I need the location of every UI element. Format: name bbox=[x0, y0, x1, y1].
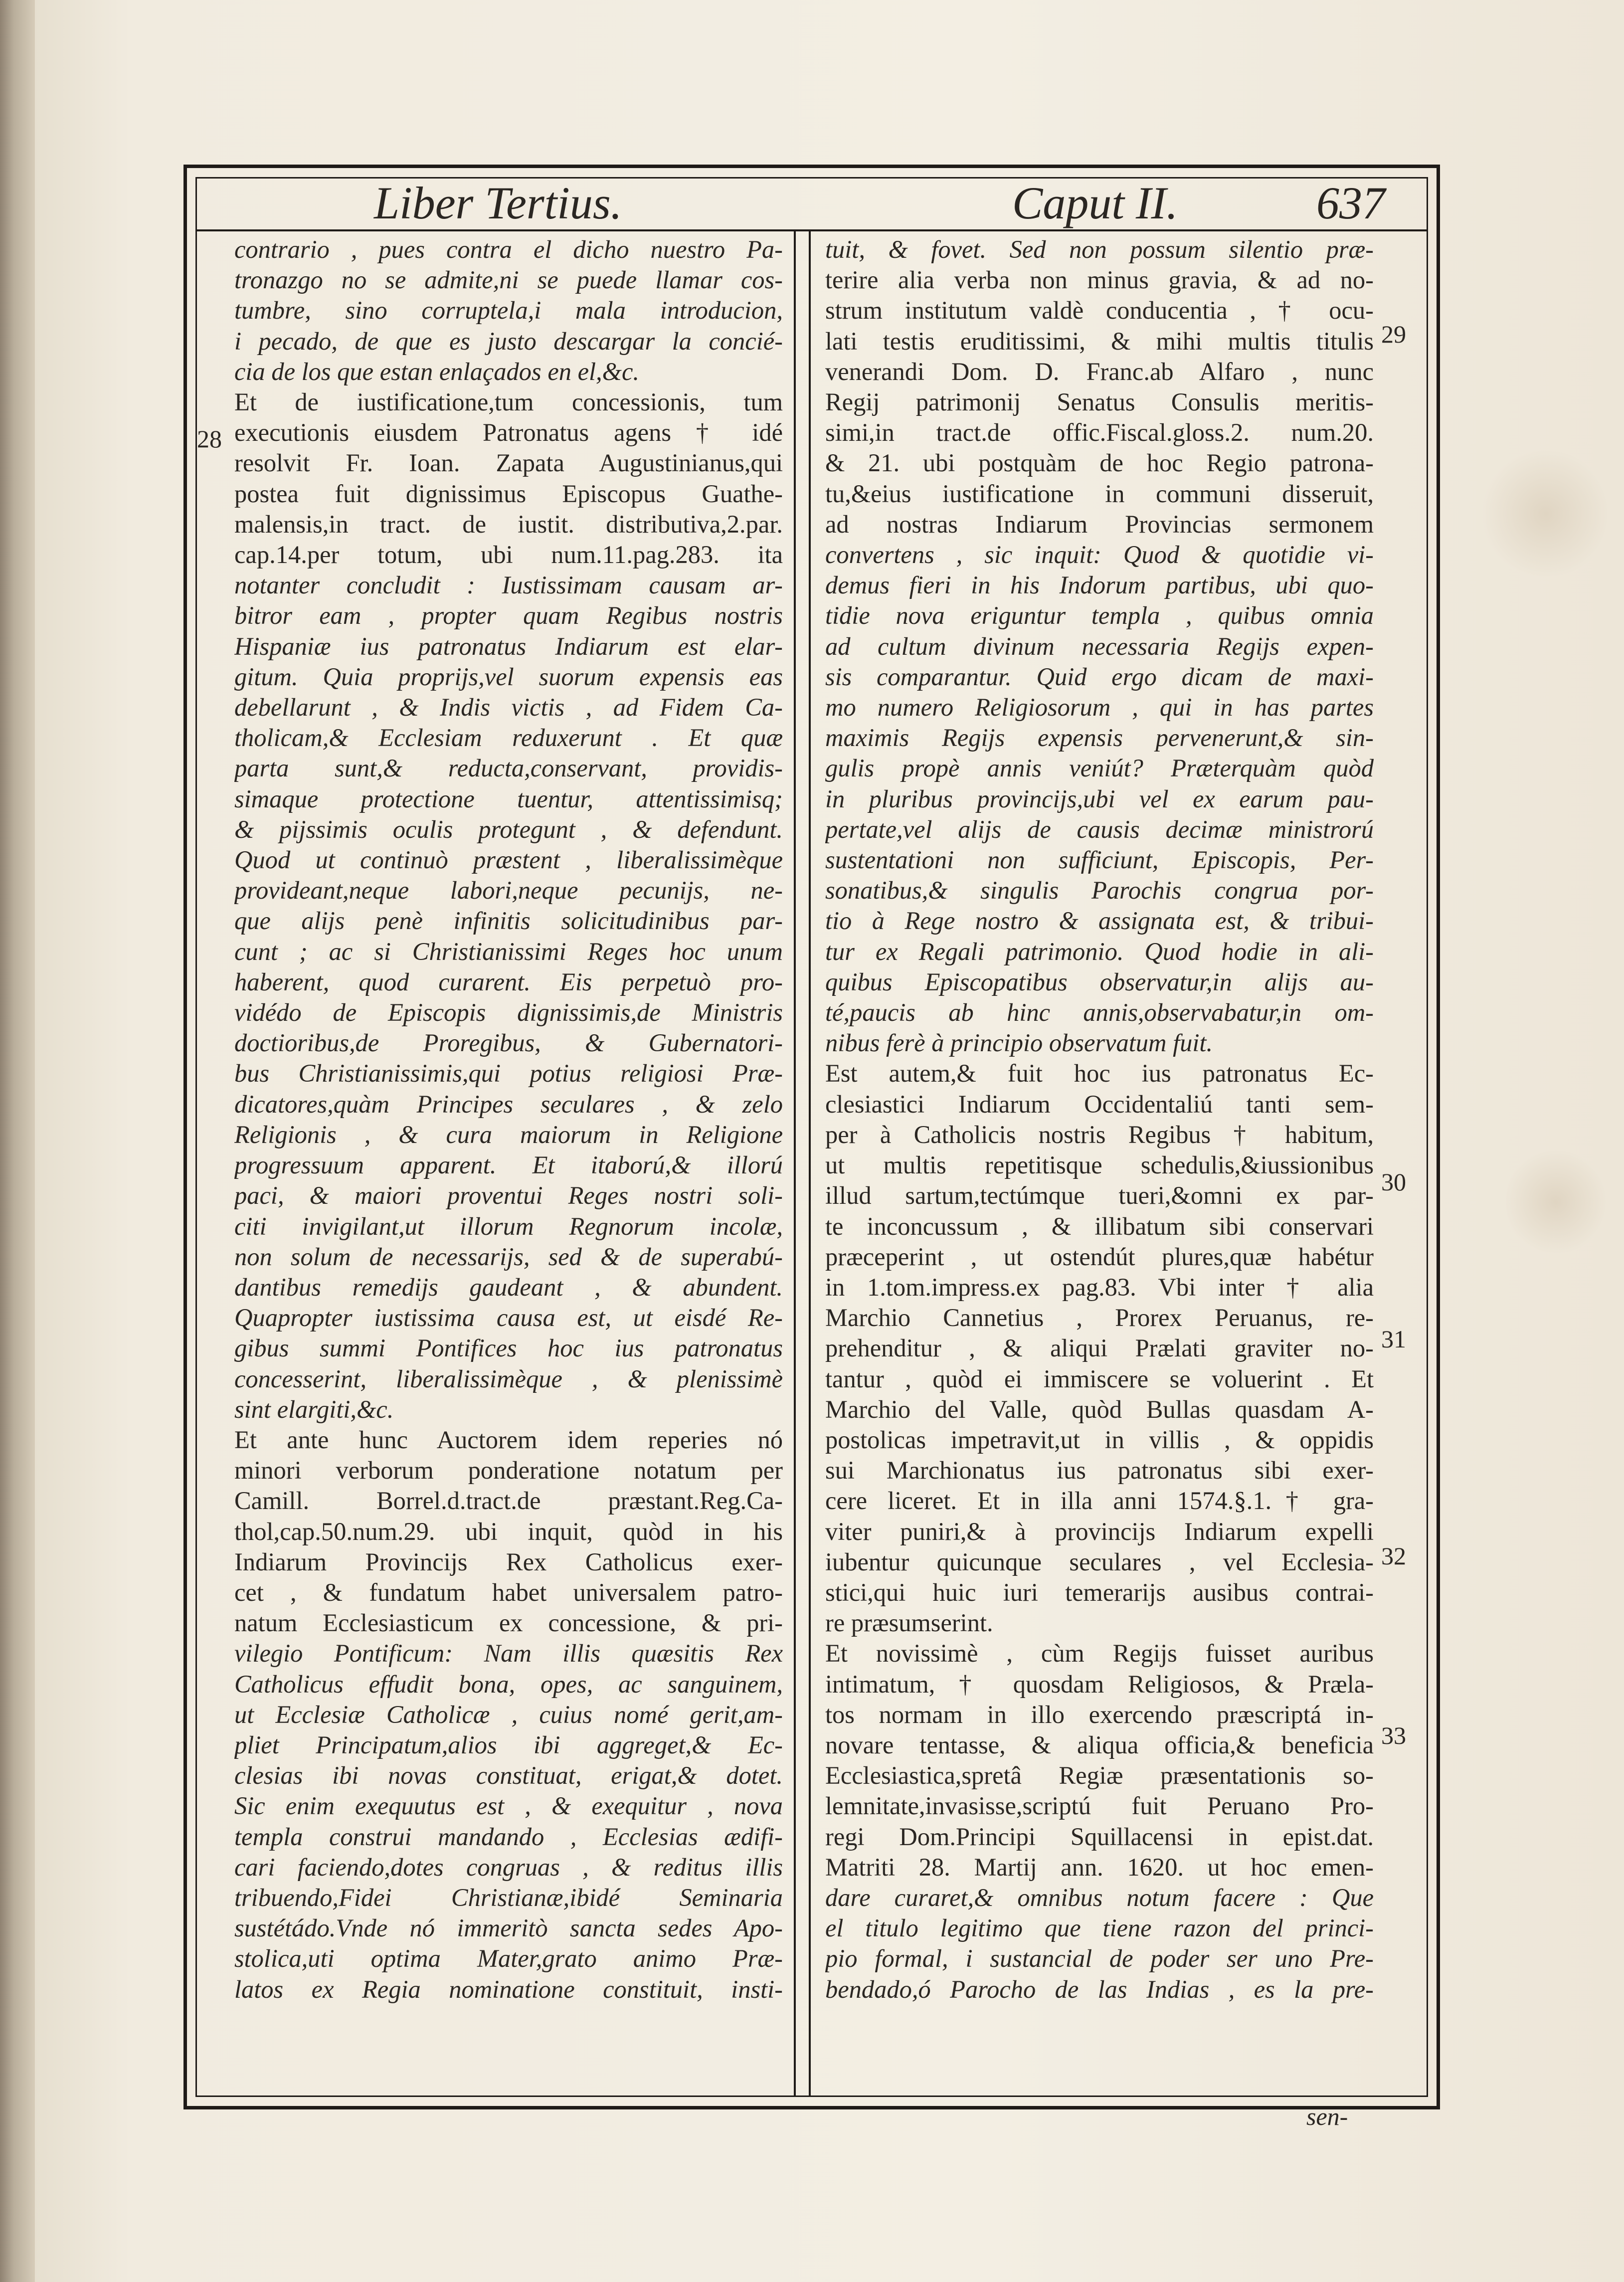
text-line: nibus ferè à principio observatum fuit. bbox=[825, 1029, 1213, 1057]
text-line: minori verborum ponderatione notatum per bbox=[234, 1456, 783, 1485]
text-line: té,paucis ab hinc annis,observabatur,in om- bbox=[825, 998, 1374, 1027]
text-line: contrario , pues contra el dicho nuestro Pa- bbox=[234, 235, 783, 263]
text-line: stolica,uti optima Mater,grato animo Præ- bbox=[234, 1944, 783, 1973]
column-rule-right bbox=[809, 229, 811, 2097]
text-line: & pijssimis oculis protegunt , & defendunt. bbox=[234, 815, 783, 843]
margin-number: 33 bbox=[1381, 1721, 1406, 1749]
text-line: sint elargiti,&c. bbox=[234, 1395, 394, 1423]
text-line: simi,in tract.de offic.Fiscal.gloss.2. num.20. bbox=[825, 418, 1374, 447]
text-line: Religionis , & cura maiorum in Religione bbox=[234, 1120, 783, 1148]
paper-stain bbox=[1506, 1147, 1606, 1257]
text-line: Indiarum Provincijs Rex Catholicus exer- bbox=[234, 1547, 783, 1576]
text-line: maximis Regijs expensis pervenerunt,& sin- bbox=[825, 724, 1374, 752]
margin-number: 30 bbox=[1381, 1168, 1406, 1196]
text-line: dare curaret,& omnibus notum facere : Que bbox=[825, 1883, 1374, 1911]
text-line: Camill. Borrel.d.tract.de præstant.Reg.Ca- bbox=[234, 1487, 783, 1515]
text-line: per à Catholicis nostris Regibus † habitum, bbox=[825, 1120, 1374, 1148]
text-line: strum institutum valdè conducentia , † ocu- bbox=[825, 296, 1374, 325]
text-line: non solum de necessarijs, sed & de superabú- bbox=[234, 1242, 783, 1271]
text-line: pio formal, i sustancial de poder ser uno Pre- bbox=[825, 1944, 1374, 1973]
text-line: tidie nova eriguntur templa , quibus omnia bbox=[825, 601, 1374, 630]
text-line: lati testis eruditissimi, & mihi multis titulis bbox=[825, 327, 1374, 355]
running-head-chapter: Caput II. bbox=[1012, 178, 1178, 228]
text-line: cia de los que estan enlaçados en el,&c. bbox=[234, 357, 639, 385]
text-line: haberent, quod curarent. Eis perpetuò pro- bbox=[234, 967, 783, 996]
text-line: lemnitate,invasisse,scriptú fuit Peruano Pro- bbox=[825, 1792, 1374, 1820]
text-line: ut Ecclesiæ Catholicæ , cuius nomé gerit,am- bbox=[234, 1700, 783, 1728]
text-line: simaque protectione tuentur, attentissimisq; bbox=[234, 784, 783, 813]
right-column-text bbox=[825, 234, 1374, 2080]
text-line: thol,cap.50.num.29. ubi inquit, quòd in his bbox=[234, 1517, 783, 1545]
text-line: Catholicus effudit bona, opes, ac sanguinem, bbox=[234, 1670, 783, 1698]
text-line: iubentur quicunque seculares , vel Ecclesia- bbox=[825, 1547, 1374, 1576]
text-line: sonatibus,& singulis Parochis congrua por- bbox=[825, 876, 1374, 905]
text-line: sustétádo.Vnde nó immeritò sancta sedes Apo- bbox=[234, 1914, 783, 1942]
text-line: Marchio del Valle, quòd Bullas quasdam A- bbox=[825, 1395, 1374, 1423]
text-line: debellarunt , & Indis victis , ad Fidem Ca- bbox=[234, 693, 783, 722]
text-line: Regij patrimonij Senatus Consulis meritis- bbox=[825, 388, 1374, 416]
text-line: intimatum, † quosdam Religiosos, & Præla- bbox=[825, 1670, 1374, 1698]
text-line: Marchio Cannetius , Prorex Peruanus, re- bbox=[825, 1304, 1374, 1332]
catchword: sen- bbox=[1306, 2102, 1348, 2130]
text-line: tronazgo no se admite,ni se puede llamar cos- bbox=[234, 266, 783, 294]
text-line: cunt ; ac si Christianissimi Reges hoc unum bbox=[234, 937, 783, 965]
margin-number: 31 bbox=[1381, 1325, 1406, 1353]
margin-number: 28 bbox=[197, 425, 222, 453]
text-line: ad nostras Indiarum Provincias sermonem bbox=[825, 510, 1374, 538]
left-column-text bbox=[234, 234, 783, 2080]
text-line: & 21. ubi postquàm de hoc Regio patrona- bbox=[825, 449, 1374, 477]
text-line: venerandi Dom. D. Franc.ab Alfaro , nunc bbox=[825, 357, 1374, 385]
text-line: tos normam in illo exercendo præscriptá in- bbox=[825, 1700, 1374, 1728]
text-line: novare tentasse, & aliqua officia,& beneficia bbox=[825, 1730, 1374, 1759]
text-line: progressuum apparent. Et itaború,& illorú bbox=[234, 1151, 783, 1179]
text-line: illud sartum,tectúmque tueri,&omni ex par- bbox=[825, 1181, 1374, 1210]
text-line: pertate,vel alijs de causis decimæ ministrorú bbox=[825, 815, 1374, 843]
text-line: quibus Episcopatibus observatur,in alijs au- bbox=[825, 967, 1374, 996]
text-line: re præsumserint. bbox=[825, 1609, 993, 1637]
text-line: Et de iustificatione,tum concessionis, tum bbox=[234, 388, 783, 416]
text-line: dantibus remedijs gaudeant , & abundent. bbox=[234, 1273, 783, 1301]
text-line: sui Marchionatus ius patronatus sibi exer- bbox=[825, 1456, 1374, 1485]
margin-number: 32 bbox=[1381, 1542, 1406, 1570]
text-line: Quapropter iustissima causa est, ut eisdé Re- bbox=[234, 1304, 783, 1332]
text-line: bus Christianissimis,qui potius religiosi Præ- bbox=[234, 1059, 783, 1088]
text-line: executionis eiusdem Patronatus agens † idé bbox=[234, 418, 783, 447]
text-line: terire alia verba non minus gravia, & ad no- bbox=[825, 266, 1374, 294]
text-line: que alijs penè infinitis solicitudinibus par- bbox=[234, 907, 783, 935]
text-line: Et ante hunc Auctorem idem reperies nó bbox=[234, 1425, 783, 1454]
text-line: gitum. Quia proprijs,vel suorum expensis eas bbox=[234, 662, 783, 691]
text-line: malensis,in tract. de iustit. distributiva,2.par. bbox=[234, 510, 783, 538]
text-line: te inconcussum , & illibatum sibi conservari bbox=[825, 1212, 1374, 1240]
text-line: concesserint, liberalissimèque , & plenissimè bbox=[234, 1364, 783, 1393]
text-line: bitror eam , propter quam Regibus nostris bbox=[234, 601, 783, 630]
text-line: tantur , quòd ei immiscere se voluerint . Et bbox=[825, 1364, 1374, 1393]
running-head-book: Liber Tertius. bbox=[374, 178, 622, 228]
text-line: dicatores,quàm Principes seculares , & zelo bbox=[234, 1090, 783, 1118]
text-line: demus fieri in his Indorum partibus, ubi quo- bbox=[825, 571, 1374, 599]
text-line: viter puniri,& à provincijs Indiarum expelli bbox=[825, 1517, 1374, 1545]
text-line: pliet Principatum,alios ibi aggreget,& Ec- bbox=[234, 1730, 783, 1759]
text-line: clesias ibi novas constituat, erigat,& dotet. bbox=[234, 1761, 783, 1790]
text-line: vilegio Pontificum: Nam illis quæsitis Rex bbox=[234, 1639, 783, 1668]
text-line: præceperint , ut ostendút plures,quæ habétur bbox=[825, 1242, 1374, 1271]
text-line: templa construi mandando , Ecclesias ædifi- bbox=[234, 1822, 783, 1851]
book-spine bbox=[0, 0, 35, 2282]
page-number: 637 bbox=[1316, 178, 1385, 228]
text-line: cap.14.per totum, ubi num.11.pag.283. ita bbox=[234, 541, 783, 569]
text-line: provideant,neque labori,neque pecunijs, ne- bbox=[234, 876, 783, 905]
text-line: tu,&eius iustificatione in communi disseruit, bbox=[825, 479, 1374, 508]
text-line: tumbre, sino corruptela,i mala introducion, bbox=[234, 296, 783, 325]
text-line: gibus summi Pontifices hoc ius patronatus bbox=[234, 1334, 783, 1362]
text-line: notanter concludit : Iustissimam causam ar- bbox=[234, 571, 783, 599]
text-line: postea fuit dignissimus Episcopus Guathe- bbox=[234, 479, 783, 508]
column-rule-left bbox=[794, 229, 796, 2097]
paper-stain bbox=[1481, 449, 1611, 578]
text-line: mo numero Religiosorum , qui in has partes bbox=[825, 693, 1374, 722]
text-line: bendado,ó Parocho de las Indias , es la pre- bbox=[825, 1975, 1374, 2003]
text-line: tur ex Regali patrimonio. Quod hodie in ali- bbox=[825, 937, 1374, 965]
text-line: regi Dom.Principi Squillacensi in epist.dat. bbox=[825, 1822, 1374, 1851]
text-line: ad cultum divinum necessaria Regijs expen- bbox=[825, 632, 1374, 660]
text-line: i pecado, de que es justo descargar la concié- bbox=[234, 327, 783, 355]
text-line: tribuendo,Fidei Christianæ,ibidé Seminaria bbox=[234, 1883, 783, 1911]
text-line: vidédo de Episcopis dignissimis,de Ministris bbox=[234, 998, 783, 1027]
text-line: cari faciendo,dotes congruas , & reditus illis bbox=[234, 1853, 783, 1881]
text-line: paci, & maiori proventui Reges nostri soli- bbox=[234, 1181, 783, 1210]
text-line: convertens , sic inquit: Quod & quotidie vi- bbox=[825, 541, 1374, 569]
text-line: ut multis repetitisque schedulis,&iussionibus bbox=[825, 1151, 1374, 1179]
text-line: sis comparantur. Quid ergo dicam de maxi- bbox=[825, 662, 1374, 691]
text-line: cere liceret. Et in illa anni 1574.§.1.† gra- bbox=[825, 1487, 1374, 1515]
text-line: Sic enim exequutus est , & exequitur , nova bbox=[234, 1792, 783, 1820]
text-line: Matriti 28. Martij ann. 1620. ut hoc emen- bbox=[825, 1853, 1374, 1881]
text-line: natum Ecclesiasticum ex concessione, & pri- bbox=[234, 1609, 783, 1637]
text-line: Ecclesiastica,spretâ Regiæ præsentationis so- bbox=[825, 1761, 1374, 1790]
text-line: sustentationi non sufficiunt, Episcopis, Per- bbox=[825, 846, 1374, 874]
text-line: Et novissimè , cùm Regijs fuisset auribus bbox=[825, 1639, 1374, 1668]
text-line: Quod ut continuò præstent , liberalissimèque bbox=[234, 846, 783, 874]
text-line: stici,qui huic iuri temerarijs ausibus contrai- bbox=[825, 1578, 1374, 1606]
text-line: clesiastici Indiarum Occidentaliú tanti sem- bbox=[825, 1090, 1374, 1118]
text-line: in pluribus provincijs,ubi vel ex earum pau- bbox=[825, 784, 1374, 813]
text-line: postolicas impetravit,ut in villis , & oppidis bbox=[825, 1425, 1374, 1454]
text-line: citi invigilant,ut illorum Regnorum incolæ, bbox=[234, 1212, 783, 1240]
text-line: gulis propè annis veniút? Præterquàm quòd bbox=[825, 754, 1374, 782]
text-line: Est autem,& fuit hoc ius patronatus Ec- bbox=[825, 1059, 1374, 1088]
text-line: doctioribus,de Proregibus, & Gubernatori- bbox=[234, 1029, 783, 1057]
text-line: tio à Rege nostro & assignata est, & tribui- bbox=[825, 907, 1374, 935]
margin-number: 29 bbox=[1381, 320, 1406, 348]
text-line: parta sunt,& reducta,conservant, providis- bbox=[234, 754, 783, 782]
text-line: tholicam,& Ecclesiam reduxerunt . Et quæ bbox=[234, 724, 783, 752]
text-line: resolvit Fr. Ioan. Zapata Augustinianus,qui bbox=[234, 449, 783, 477]
text-line: Hispaniæ ius patronatus Indiarum est elar- bbox=[234, 632, 783, 660]
text-line: prehenditur , & aliqui Prælati graviter no- bbox=[825, 1334, 1374, 1362]
text-line: latos ex Regia nominatione constituit, insti- bbox=[234, 1975, 783, 2003]
text-line: in 1.tom.impress.ex pag.83. Vbi inter † alia bbox=[825, 1273, 1374, 1301]
text-line: cet , & fundatum habet universalem patro- bbox=[234, 1578, 783, 1606]
text-line: tuit, & fovet. Sed non possum silentio præ- bbox=[825, 235, 1374, 263]
text-line: el titulo legitimo que tiene razon del princi- bbox=[825, 1914, 1374, 1942]
